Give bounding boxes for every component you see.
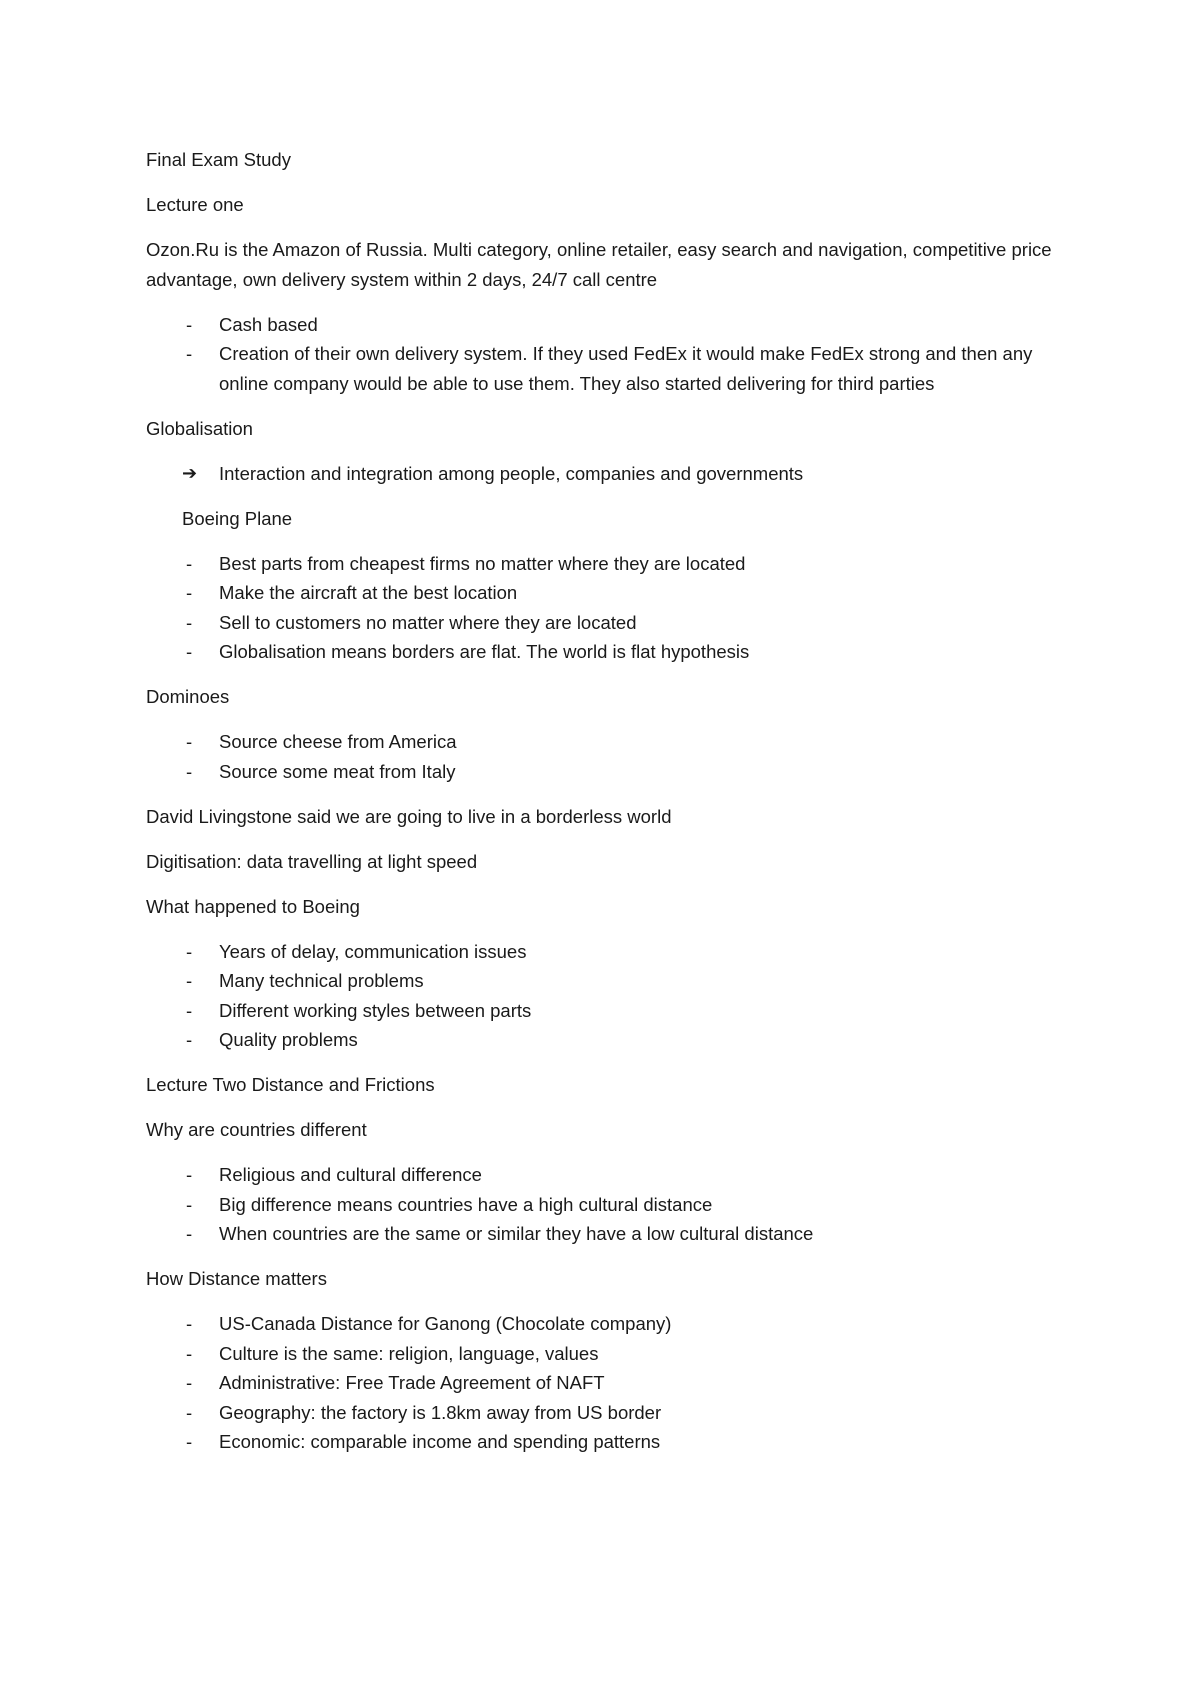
list-item: - US-Canada Distance for Ganong (Chocolate company)	[146, 1309, 1066, 1339]
list-item: - Different working styles between parts	[146, 996, 1066, 1026]
right-arrow-icon: ➔	[182, 462, 198, 483]
lecture-one-heading: Lecture one	[146, 194, 244, 215]
lecture-two-heading: Lecture Two Distance and Frictions	[146, 1074, 435, 1095]
dominoes-points-list	[146, 727, 1066, 786]
list-item: - Administrative: Free Trade Agreement of NAFT	[146, 1368, 1066, 1398]
list-item: - Geography: the factory is 1.8km away from US border	[146, 1398, 1066, 1428]
ozon-points-list	[146, 310, 1066, 399]
globalisation-definition-line	[146, 459, 1066, 489]
list-item: - Globalisation means borders are flat. The world is flat hypothesis	[146, 637, 1066, 667]
boeing-happened-list	[146, 937, 1066, 1055]
list-item: - Creation of their own delivery system. If they used FedEx it would make FedEx strong and then any online company would be able to use them. They also started delivering for third parties	[146, 339, 1066, 398]
list-item: - Best parts from cheapest firms no matter where they are located	[146, 549, 1066, 579]
why-countries-list	[146, 1160, 1066, 1249]
list-item: - Quality problems	[146, 1025, 1066, 1055]
list-item: - Source some meat from Italy	[146, 757, 1066, 787]
list-item: - Years of delay, communication issues	[146, 937, 1066, 967]
boeing-points-list	[146, 549, 1066, 667]
why-countries-heading: Why are countries different	[146, 1119, 367, 1140]
dominoes-heading: Dominoes	[146, 686, 230, 707]
globalisation-definition: Interaction and integration among people, companies and governments	[219, 462, 804, 484]
list-item: - Source cheese from America	[146, 727, 1066, 757]
list-item: - Many technical problems	[146, 966, 1066, 996]
boeing-plane-heading: Boeing Plane	[182, 507, 293, 529]
livingstone-quote: David Livingstone said we are going to live in a borderless world	[146, 805, 672, 827]
list-item: - Make the aircraft at the best location	[146, 578, 1066, 608]
list-item: - Sell to customers no matter where they are located	[146, 608, 1066, 638]
list-item: - Religious and cultural difference	[146, 1160, 1066, 1190]
ozon-paragraph: Ozon.Ru is the Amazon of Russia. Multi category, online retailer, easy search and navigation, competitive price advantage, own delivery system within 2 days, 24/7 call centre	[146, 239, 1052, 290]
document-title: Final Exam Study	[146, 149, 291, 170]
document-body	[146, 145, 1066, 1472]
list-item: - Cash based	[146, 310, 1066, 340]
distance-points-list	[146, 1309, 1066, 1457]
globalisation-heading: Globalisation	[146, 417, 253, 439]
digitisation-note: Digitisation: data travelling at light speed	[146, 850, 478, 872]
distance-heading: How Distance matters	[146, 1268, 327, 1289]
list-item: - Culture is the same: religion, language, values	[146, 1339, 1066, 1369]
list-item: - When countries are the same or similar they have a low cultural distance	[146, 1219, 1066, 1249]
list-item: - Economic: comparable income and spending patterns	[146, 1427, 1066, 1457]
list-item: - Big difference means countries have a high cultural distance	[146, 1190, 1066, 1220]
boeing-happened-heading: What happened to Boeing	[146, 895, 360, 917]
